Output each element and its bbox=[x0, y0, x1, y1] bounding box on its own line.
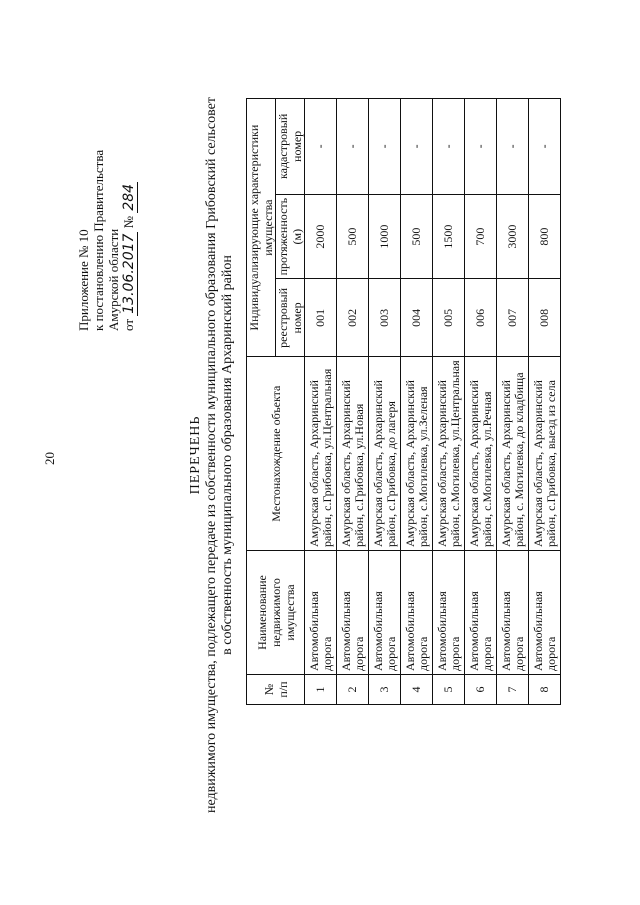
location-line-2: район, с.Могилевка, ул.Зеленая bbox=[415, 386, 430, 547]
table-row bbox=[401, 98, 433, 704]
length-value: 500 bbox=[401, 194, 433, 279]
location-line-1: Амурская область, Архаринский bbox=[434, 380, 449, 547]
number-prefix: № bbox=[121, 215, 136, 229]
cadastral-number: - bbox=[305, 98, 337, 194]
table-row bbox=[305, 98, 337, 704]
location-line-1: Амурская область, Архаринский bbox=[466, 380, 481, 547]
appendix-block bbox=[76, 150, 137, 331]
location-line-2: район, с.Могилевка, ул.Речная bbox=[479, 391, 494, 547]
location-line-1: Амурская область, Архаринский bbox=[402, 380, 417, 547]
row-number: 5 bbox=[433, 675, 465, 705]
property-location bbox=[401, 357, 433, 551]
appendix-basis: к постановлению Правительства bbox=[91, 149, 106, 331]
header-name: Наименование недвижимого имущества bbox=[247, 551, 305, 675]
property-location bbox=[369, 357, 401, 551]
row-number: 8 bbox=[529, 675, 561, 705]
table-body bbox=[305, 98, 561, 704]
table-row bbox=[337, 98, 369, 704]
header-registry: реестровый номер bbox=[276, 279, 305, 357]
length-value: 800 bbox=[529, 194, 561, 279]
cadastral-number: - bbox=[401, 98, 433, 194]
registry-number: 003 bbox=[369, 279, 401, 357]
registry-number: 002 bbox=[337, 279, 369, 357]
registry-number: 005 bbox=[433, 279, 465, 357]
cadastral-number: - bbox=[497, 98, 529, 194]
property-location bbox=[337, 357, 369, 551]
location-line-1: Амурская область, Архаринский bbox=[530, 380, 545, 547]
header-location: Местонахождение объекта bbox=[247, 357, 305, 551]
row-number: 1 bbox=[305, 675, 337, 705]
property-location bbox=[497, 357, 529, 551]
document-subtitle bbox=[204, 25, 236, 885]
length-value: 3000 bbox=[497, 194, 529, 279]
location-line-2: район, с.Грибовка, ул.Центральная bbox=[319, 368, 334, 547]
table-row bbox=[497, 98, 529, 704]
table-row bbox=[529, 98, 561, 704]
cadastral-number: - bbox=[337, 98, 369, 194]
location-line-2: район, с.Грибовка, выезд из села bbox=[543, 380, 558, 547]
location-line-1: Амурская область, Архаринский bbox=[498, 380, 513, 547]
cadastral-number: - bbox=[529, 98, 561, 194]
property-name: Автомобильная дорога bbox=[401, 551, 433, 675]
property-name: Автомобильная дорога bbox=[529, 551, 561, 675]
property-location bbox=[465, 357, 497, 551]
page-number: 20 bbox=[42, 452, 57, 465]
registry-number: 004 bbox=[401, 279, 433, 357]
location-line-2: район, с.Грибовка, ул.Новая bbox=[351, 403, 366, 547]
property-name: Автомобильная дорога bbox=[337, 551, 369, 675]
location-line-1: Амурская область, Архаринский bbox=[306, 380, 321, 547]
handwritten-number: 284 bbox=[121, 183, 137, 211]
length-value: 1500 bbox=[433, 194, 465, 279]
header-cadastral: кадастровый номер bbox=[276, 98, 305, 194]
row-number: 3 bbox=[369, 675, 401, 705]
property-location bbox=[529, 357, 561, 551]
row-number: 6 bbox=[465, 675, 497, 705]
property-name: Автомобильная дорога bbox=[433, 551, 465, 675]
cadastral-number: - bbox=[369, 98, 401, 194]
row-number: 4 bbox=[401, 675, 433, 705]
document-heading: ПЕРЕЧЕНЬ bbox=[188, 415, 203, 495]
location-line-2: район, с.Грибовка, до лагеря bbox=[383, 401, 398, 547]
row-number: 2 bbox=[337, 675, 369, 705]
property-location bbox=[305, 357, 337, 551]
header-length: протяженность (м) bbox=[276, 194, 305, 279]
appendix-date-line bbox=[121, 150, 137, 331]
location-line-1: Амурская область, Архаринский bbox=[338, 380, 353, 547]
cadastral-number: - bbox=[433, 98, 465, 194]
property-table bbox=[246, 98, 561, 705]
table-header-row bbox=[247, 98, 276, 704]
registry-number: 008 bbox=[529, 279, 561, 357]
table-row bbox=[433, 98, 465, 704]
registry-number: 001 bbox=[305, 279, 337, 357]
location-line-1: Амурская область, Архаринский bbox=[370, 380, 385, 547]
cadastral-number: - bbox=[465, 98, 497, 194]
registry-number: 007 bbox=[497, 279, 529, 357]
length-value: 700 bbox=[465, 194, 497, 279]
table-row bbox=[465, 98, 497, 704]
property-name: Автомобильная дорога bbox=[305, 551, 337, 675]
header-characteristics: Индивидуализирующие характеристики имущества bbox=[247, 98, 276, 357]
length-value: 2000 bbox=[305, 194, 337, 279]
subtitle-line-2: в собственность муниципального образования Архаринский район bbox=[220, 255, 235, 655]
property-location bbox=[433, 357, 465, 551]
length-value: 1000 bbox=[369, 194, 401, 279]
length-value: 500 bbox=[337, 194, 369, 279]
header-num: № п/п bbox=[247, 675, 305, 705]
property-name: Автомобильная дорога bbox=[369, 551, 401, 675]
row-number: 7 bbox=[497, 675, 529, 705]
table-row bbox=[369, 98, 401, 704]
property-name: Автомобильная дорога bbox=[465, 551, 497, 675]
appendix-region: Амурской области bbox=[106, 228, 121, 331]
registry-number: 006 bbox=[465, 279, 497, 357]
location-line-2: район, с. Могилевка, до кладбища bbox=[511, 372, 526, 547]
property-name: Автомобильная дорога bbox=[497, 551, 529, 675]
subtitle-line-1: недвижимого имущества, подлежащего передаче из собственности муниципального образования Грибовский сельсовет bbox=[204, 96, 219, 814]
date-prefix: от bbox=[121, 318, 136, 331]
appendix-title: Приложение № 10 bbox=[76, 229, 91, 331]
handwritten-date: 13.06.2017 bbox=[121, 233, 137, 314]
location-line-2: район, с.Могилевка, ул.Центральная bbox=[447, 360, 462, 547]
